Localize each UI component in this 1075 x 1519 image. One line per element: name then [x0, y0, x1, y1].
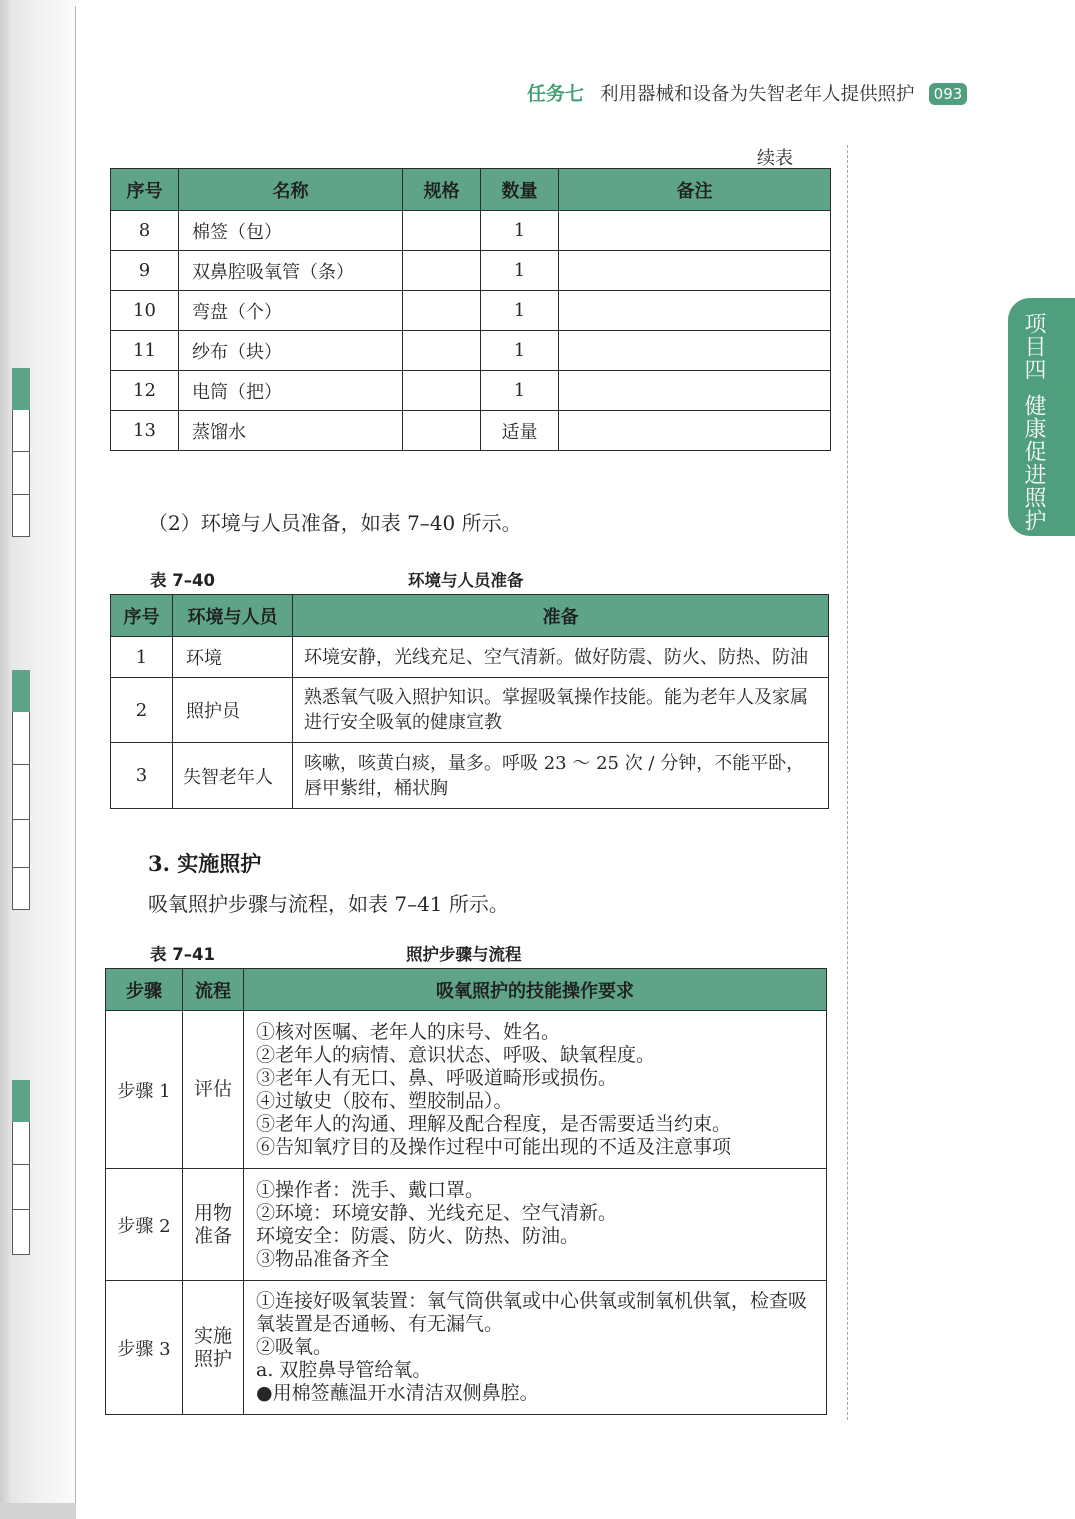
cell-requirements	[244, 1169, 827, 1281]
chapter-side-tab	[1008, 298, 1075, 536]
table-7-41-number: 表 7–41	[150, 945, 215, 964]
cell-qty: 1	[481, 331, 559, 371]
requirement-line: ●用棉签蘸温开水清洁双侧鼻腔。	[256, 1382, 539, 1404]
table-row	[111, 331, 831, 371]
cell-qty: 适量	[481, 411, 559, 451]
column-header-no: 序号	[111, 595, 173, 637]
cell-note	[559, 331, 831, 371]
requirement-line: ①操作者：洗手、戴口罩。	[256, 1178, 485, 1201]
continued-table-label: 续表	[757, 148, 793, 169]
table-row	[111, 411, 831, 451]
page-edge-bottom	[0, 1503, 76, 1519]
table-row	[111, 371, 831, 411]
column-header-step: 步骤	[106, 969, 183, 1011]
cell-item: 失智老年人	[173, 743, 293, 809]
cell-spec	[403, 411, 481, 451]
cell-step: 步骤 3	[106, 1281, 183, 1415]
gutter-line	[75, 6, 76, 1504]
cell-note	[559, 371, 831, 411]
cell-no: 11	[111, 331, 179, 371]
cell-requirements	[244, 1011, 827, 1169]
cell-note	[559, 251, 831, 291]
requirement-line: ③老年人有无口、鼻、呼吸道畸形或损伤。	[256, 1066, 618, 1089]
cell-no: 13	[111, 411, 179, 451]
cell-no: 2	[111, 678, 173, 743]
cell-requirements	[244, 1281, 827, 1415]
header-task-label: 任务七	[527, 83, 585, 105]
cell-qty: 1	[481, 291, 559, 331]
table-row	[106, 1011, 827, 1169]
cell-no: 1	[111, 637, 173, 678]
column-header-note: 备注	[559, 169, 831, 211]
cell-name: 弯盘（个）	[179, 291, 403, 331]
environment-table-header	[111, 595, 829, 637]
cell-flow	[183, 1169, 244, 1281]
table-row	[106, 1169, 827, 1281]
page-edge-tab	[12, 765, 30, 820]
side-tab-project: 项目四	[1021, 312, 1046, 381]
env-intro-paragraph: （2）环境与人员准备，如表 7–40 所示。	[148, 511, 522, 535]
column-header-name: 名称	[179, 169, 403, 211]
cell-qty: 1	[481, 371, 559, 411]
column-header-spec: 规格	[403, 169, 481, 211]
table-row	[111, 291, 831, 331]
cell-item: 环境	[173, 637, 293, 678]
page-edge-tab	[12, 868, 30, 910]
requirement-line: ⑥告知氧疗目的及操作过程中可能出现的不适及注意事项	[256, 1135, 732, 1158]
page-edge-tab	[12, 670, 30, 712]
cell-flow	[183, 1011, 244, 1169]
supplies-table	[110, 168, 831, 451]
page-edge-tab	[12, 368, 30, 410]
cell-no: 3	[111, 743, 173, 809]
cell-step: 步骤 1	[106, 1011, 183, 1169]
page-edge-tab	[12, 712, 30, 765]
chapter-side-tab-text	[1021, 312, 1045, 532]
column-header-qty: 数量	[481, 169, 559, 211]
requirement-line: ⑤老年人的沟通、理解及配合程度，是否需要适当约束。	[256, 1112, 732, 1135]
cell-flow-text: 评估	[193, 1078, 232, 1100]
column-header-flow: 流程	[183, 969, 244, 1011]
column-header-prep: 准备	[293, 595, 829, 637]
cell-name: 电筒（把）	[179, 371, 403, 411]
cell-name: 蒸馏水	[179, 411, 403, 451]
page-edge-tab	[12, 452, 30, 495]
side-tab-topic: 健康促进照护	[1021, 394, 1046, 532]
cell-note	[559, 211, 831, 251]
page-edge-tab	[12, 1210, 30, 1255]
requirement-line: a. 双腔鼻导管给氧。	[256, 1359, 432, 1381]
cell-spec	[403, 371, 481, 411]
cell-no: 12	[111, 371, 179, 411]
cell-note	[559, 411, 831, 451]
page-edge-tab	[12, 820, 30, 868]
cell-name: 棉签（包）	[179, 211, 403, 251]
cell-no: 9	[111, 251, 179, 291]
requirement-line: ①连接好吸氧装置：氧气筒供氧或中心供氧或制氧机供氧，检查吸氧装置是否通畅、有无漏气。	[256, 1290, 808, 1335]
requirement-line: 环境安全：防震、防火、防热、防油。	[256, 1224, 580, 1247]
page-edge-tab	[12, 410, 30, 452]
table-row	[111, 637, 829, 678]
page-edge-tab	[12, 1165, 30, 1210]
cell-prep: 咳嗽，咳黄白痰，量多。呼吸 23 ～ 25 次 / 分钟，不能平卧，唇甲紫绀，桶状胸	[293, 743, 829, 809]
table-row	[111, 743, 829, 809]
table-row	[111, 678, 829, 743]
table-7-41-title: 照护步骤与流程	[406, 945, 522, 964]
table-7-40-title: 环境与人员准备	[408, 571, 524, 590]
cell-qty: 1	[481, 251, 559, 291]
requirement-line: ④过敏史（胶布、塑胶制品）。	[256, 1089, 513, 1112]
cell-spec	[403, 251, 481, 291]
cell-prep: 环境安静，光线充足、空气清新。做好防震、防火、防热、防油	[293, 637, 829, 678]
table-7-40-number: 表 7–40	[150, 571, 215, 590]
cell-item: 照护员	[173, 678, 293, 743]
cell-flow-text: 实施照护	[193, 1324, 232, 1370]
requirement-line: ③物品准备齐全	[256, 1247, 390, 1270]
cell-prep: 熟悉氧气吸入照护知识。掌握吸氧操作技能。能为老年人及家属进行安全吸氧的健康宣教	[293, 678, 829, 743]
requirement-line: ②吸氧。	[256, 1336, 333, 1358]
section-heading: 3. 实施照护	[148, 851, 262, 876]
requirement-line: ②老年人的病情、意识状态、呼吸、缺氧程度。	[256, 1043, 656, 1066]
cell-step: 步骤 2	[106, 1169, 183, 1281]
section-intro-paragraph: 吸氧照护步骤与流程，如表 7–41 所示。	[148, 892, 509, 916]
cell-name: 双鼻腔吸氧管（条）	[179, 251, 403, 291]
table-row	[111, 211, 831, 251]
page-edge-tab	[12, 495, 30, 537]
care-steps-table-header	[106, 969, 827, 1011]
table-row	[111, 251, 831, 291]
requirement-line: ②环境：环境安静、光线充足、空气清新。	[256, 1201, 618, 1224]
page-number-badge: 093	[929, 83, 967, 105]
cell-flow	[183, 1281, 244, 1415]
cell-note	[559, 291, 831, 331]
cell-spec	[403, 211, 481, 251]
cell-no: 8	[111, 211, 179, 251]
margin-dashed-line	[847, 145, 848, 1420]
page-edge-tab	[12, 1080, 30, 1122]
cell-qty: 1	[481, 211, 559, 251]
column-header-no: 序号	[111, 169, 179, 211]
requirement-line: ①核对医嘱、老年人的床号、姓名。	[256, 1020, 561, 1043]
column-header-requirements: 吸氧照护的技能操作要求	[244, 969, 827, 1011]
supplies-table-header	[111, 169, 831, 211]
cell-name: 纱布（块）	[179, 331, 403, 371]
header-title: 利用器械和设备为失智老年人提供照护	[600, 84, 915, 105]
table-row	[106, 1281, 827, 1415]
environment-staff-table	[110, 594, 829, 809]
page-edge-tab	[12, 1122, 30, 1165]
cell-no: 10	[111, 291, 179, 331]
cell-spec	[403, 331, 481, 371]
care-steps-table	[105, 968, 827, 1415]
cell-spec	[403, 291, 481, 331]
cell-flow-text: 用物准备	[193, 1201, 232, 1247]
column-header-item: 环境与人员	[173, 595, 293, 637]
